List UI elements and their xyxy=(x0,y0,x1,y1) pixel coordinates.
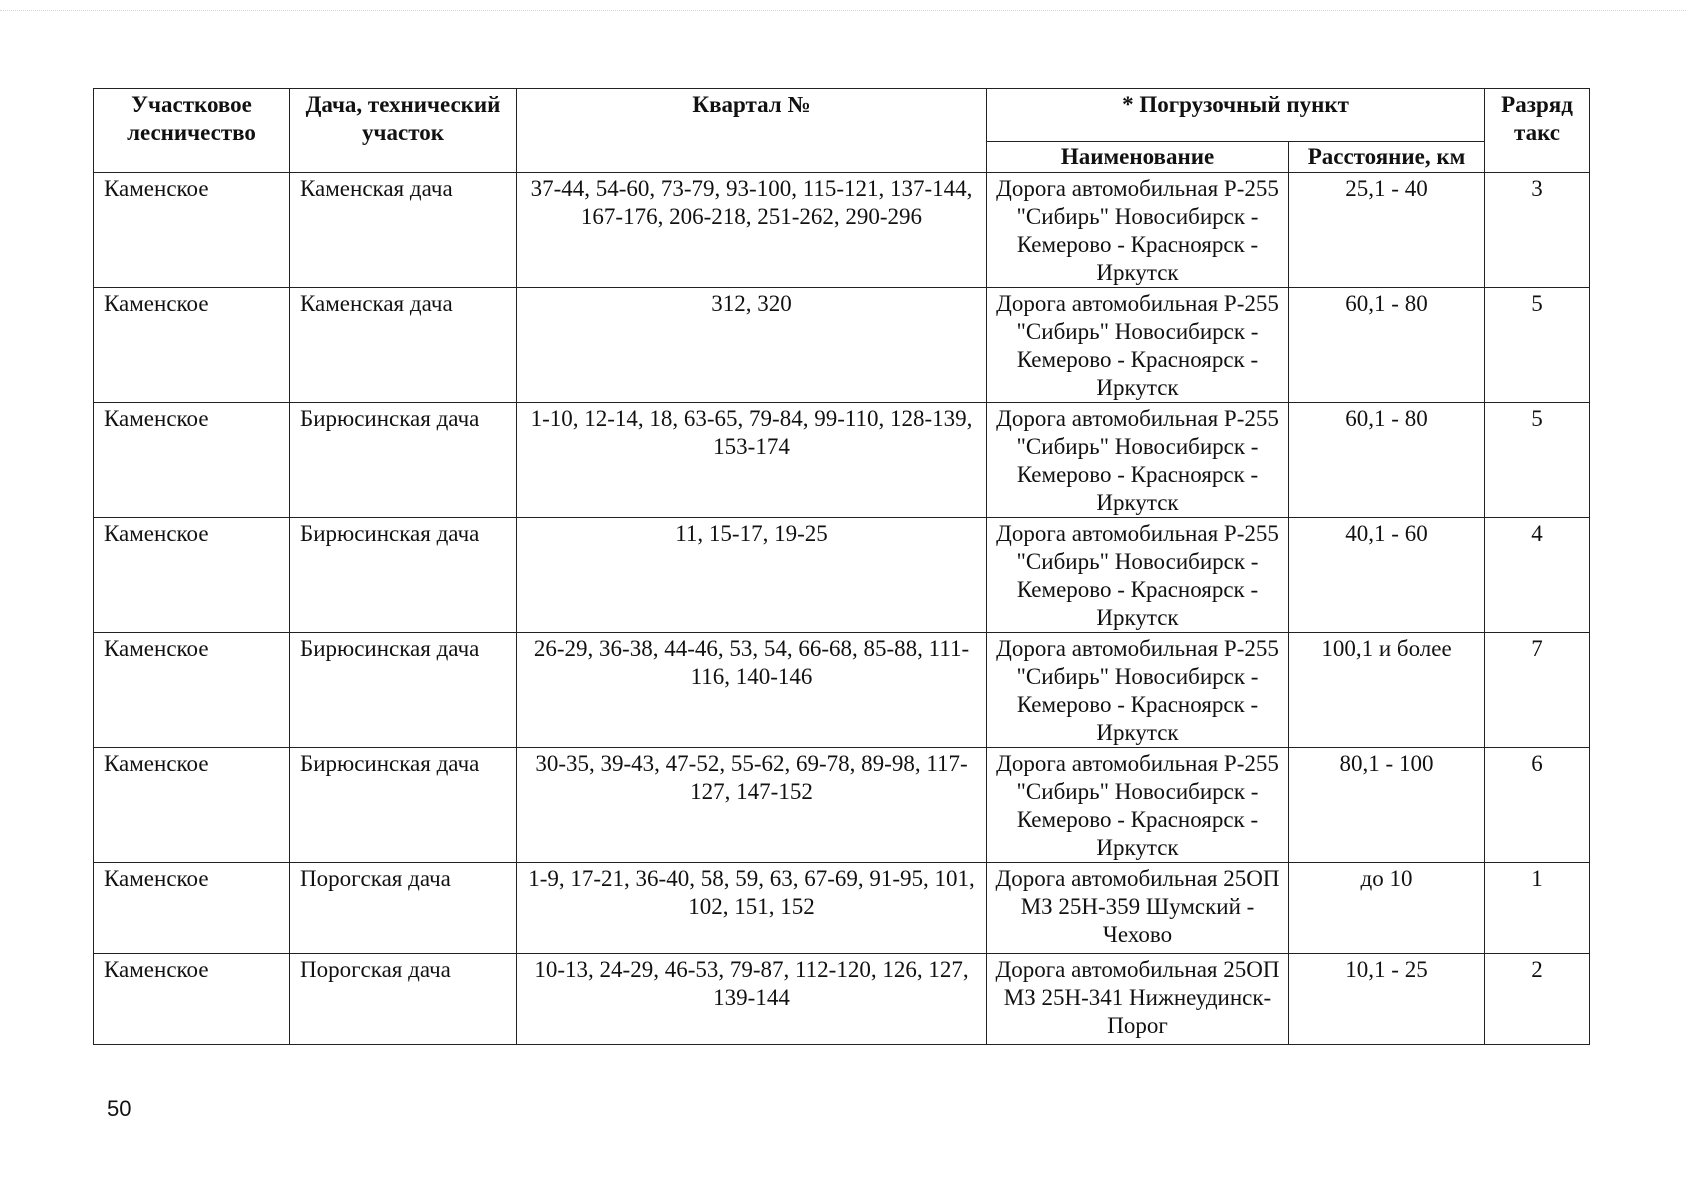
cell-kvartal: 1-9, 17-21, 36-40, 58, 59, 63, 67-69, 91-95, 101, 102, 151, 152 xyxy=(517,863,987,954)
cell-dacha: Порогская дача xyxy=(290,954,517,1045)
cell-forestry: Каменское xyxy=(94,863,290,954)
header-dacha: Дача, технический участок xyxy=(290,89,517,173)
cell-dacha: Порогская дача xyxy=(290,863,517,954)
cell-tax-rank: 7 xyxy=(1485,633,1590,748)
cell-tax-rank: 3 xyxy=(1485,173,1590,288)
cell-distance: 60,1 - 80 xyxy=(1289,288,1485,403)
cell-tax-rank: 4 xyxy=(1485,518,1590,633)
cell-forestry: Каменское xyxy=(94,173,290,288)
header-kvartal: Квартал № xyxy=(517,89,987,173)
cell-tax-rank: 6 xyxy=(1485,748,1590,863)
cell-dacha: Бирюсинская дача xyxy=(290,748,517,863)
header-tax-rank: Разряд такс xyxy=(1485,89,1590,173)
header-name: Наименование xyxy=(987,142,1289,173)
cell-forestry: Каменское xyxy=(94,288,290,403)
header-distance: Расстояние, км xyxy=(1289,142,1485,173)
cell-distance: 25,1 - 40 xyxy=(1289,173,1485,288)
cell-loading-point-name: Дорога автомобильная Р-255 "Сибирь" Новосибирск - Кемерово - Красноярск - Иркутск xyxy=(987,748,1289,863)
cell-forestry: Каменское xyxy=(94,748,290,863)
cell-kvartal: 10-13, 24-29, 46-53, 79-87, 112-120, 126, 127, 139-144 xyxy=(517,954,987,1045)
cell-loading-point-name: Дорога автомобильная Р-255 "Сибирь" Новосибирск - Кемерово - Красноярск - Иркутск xyxy=(987,633,1289,748)
cell-loading-point-name: Дорога автомобильная Р-255 "Сибирь" Новосибирск - Кемерово - Красноярск - Иркутск xyxy=(987,173,1289,288)
table-row xyxy=(94,954,1590,1045)
table-row xyxy=(94,288,1590,403)
table-row xyxy=(94,403,1590,518)
cell-dacha: Бирюсинская дача xyxy=(290,403,517,518)
cell-loading-point-name: Дорога автомобильная Р-255 "Сибирь" Новосибирск - Кемерово - Красноярск - Иркутск xyxy=(987,403,1289,518)
cell-tax-rank: 2 xyxy=(1485,954,1590,1045)
cell-forestry: Каменское xyxy=(94,403,290,518)
cell-dacha: Бирюсинская дача xyxy=(290,518,517,633)
header-forestry: Участковое лесничество xyxy=(94,89,290,173)
cell-kvartal: 26-29, 36-38, 44-46, 53, 54, 66-68, 85-88, 111-116, 140-146 xyxy=(517,633,987,748)
cell-distance: 100,1 и более xyxy=(1289,633,1485,748)
table-row xyxy=(94,518,1590,633)
cell-tax-rank: 5 xyxy=(1485,403,1590,518)
cell-forestry: Каменское xyxy=(94,518,290,633)
cell-tax-rank: 5 xyxy=(1485,288,1590,403)
cell-distance: до 10 xyxy=(1289,863,1485,954)
scan-edge-line xyxy=(0,10,1686,11)
cell-tax-rank: 1 xyxy=(1485,863,1590,954)
table-row xyxy=(94,748,1590,863)
loading-points-table xyxy=(93,88,1590,1045)
cell-dacha: Каменская дача xyxy=(290,173,517,288)
cell-distance: 80,1 - 100 xyxy=(1289,748,1485,863)
cell-dacha: Бирюсинская дача xyxy=(290,633,517,748)
cell-distance: 10,1 - 25 xyxy=(1289,954,1485,1045)
cell-loading-point-name: Дорога автомобильная Р-255 "Сибирь" Новосибирск - Кемерово - Красноярск - Иркутск xyxy=(987,288,1289,403)
table-row xyxy=(94,863,1590,954)
cell-dacha: Каменская дача xyxy=(290,288,517,403)
table-row xyxy=(94,173,1590,288)
cell-distance: 60,1 - 80 xyxy=(1289,403,1485,518)
cell-forestry: Каменское xyxy=(94,954,290,1045)
page-number: 50 xyxy=(107,1096,132,1121)
table-header-row xyxy=(94,89,1590,142)
table-row xyxy=(94,633,1590,748)
cell-forestry: Каменское xyxy=(94,633,290,748)
cell-kvartal: 312, 320 xyxy=(517,288,987,403)
cell-loading-point-name: Дорога автомобильная Р-255 "Сибирь" Новосибирск - Кемерово - Красноярск - Иркутск xyxy=(987,518,1289,633)
header-loading-point: * Погрузочный пункт xyxy=(987,89,1485,142)
cell-distance: 40,1 - 60 xyxy=(1289,518,1485,633)
cell-loading-point-name: Дорога автомобильная 25ОП МЗ 25Н-341 Нижнеудинск-Порог xyxy=(987,954,1289,1045)
cell-kvartal: 11, 15-17, 19-25 xyxy=(517,518,987,633)
cell-kvartal: 30-35, 39-43, 47-52, 55-62, 69-78, 89-98, 117-127, 147-152 xyxy=(517,748,987,863)
cell-kvartal: 1-10, 12-14, 18, 63-65, 79-84, 99-110, 128-139, 153-174 xyxy=(517,403,987,518)
cell-loading-point-name: Дорога автомобильная 25ОП МЗ 25Н-359 Шумский - Чехово xyxy=(987,863,1289,954)
cell-kvartal: 37-44, 54-60, 73-79, 93-100, 115-121, 137-144, 167-176, 206-218, 251-262, 290-296 xyxy=(517,173,987,288)
